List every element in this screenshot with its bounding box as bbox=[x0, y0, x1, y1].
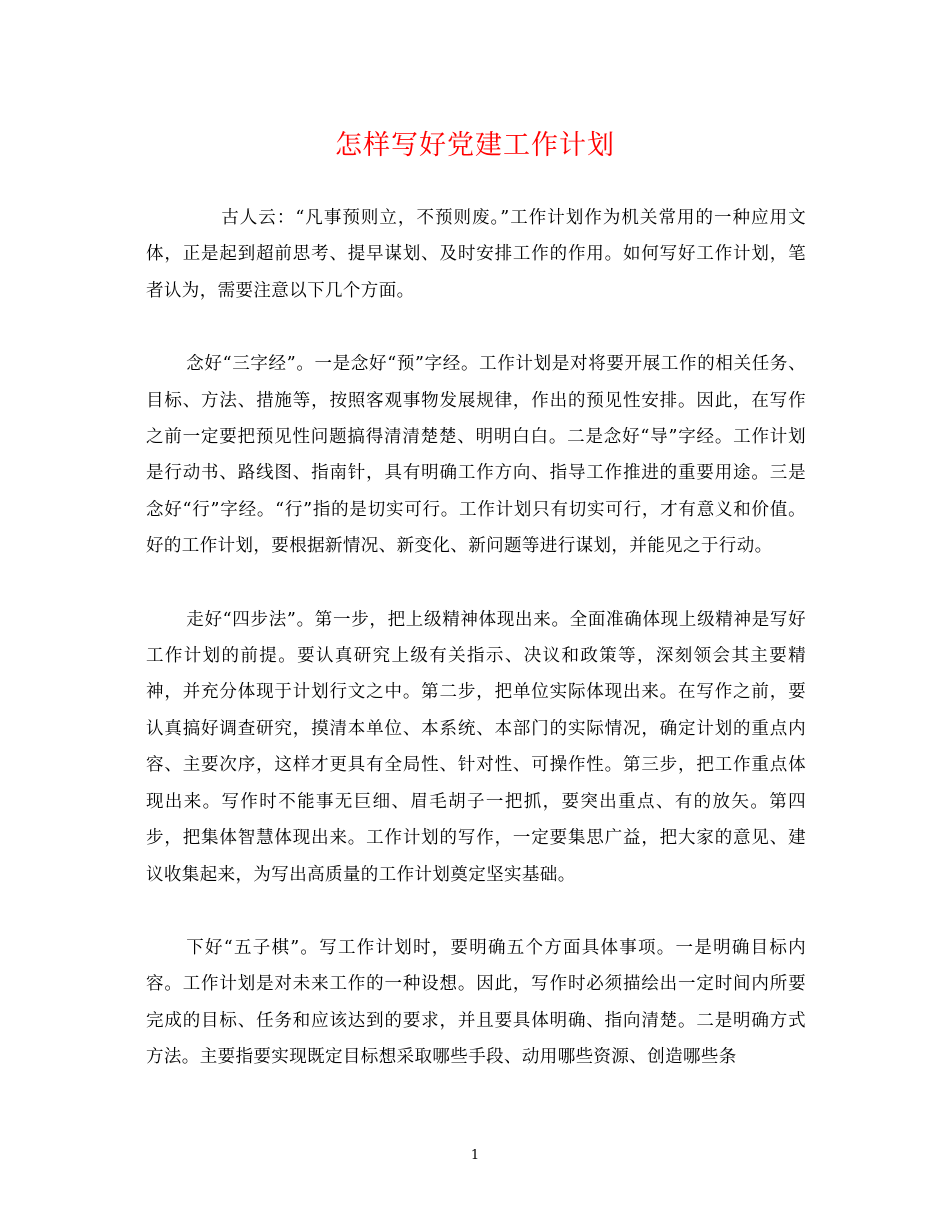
paragraph-four-step-method: 走好“四步法”。第一步，把上级精神体现出来。全面准确体现上级精神是写好工作计划的前提。要认真研究上级有关指示、决议和政策等，深刻领会其主要精神，并充分体现于计划行文之中。第二步，把单位实际体现出来。在写作之前，要认真搞好调查研究，摸清本单位、本系统、本部门的实际情况，确定计划的重点内容、主要次序，这样才更具有全局性、针对性、可操作性。第三步，把工作重点体现出来。写作时不能事无巨细、眉毛胡子一把抓，要突出重点、有的放矢。第四步，把集体智慧体现出来。工作计划的写作，一定要集思广益，把大家的意见、建议收集起来，为写出高质量的工作计划奠定坚实基础。 bbox=[146, 609, 806, 885]
paragraph-three-character-classic: 念好“三字经”。一是念好“预”字经。工作计划是对将要开展工作的相关任务、目标、方法、措施等，按照客观事物发展规律，作出的预见性安排。因此，在写作之前一定要把预见性问题搞得清清楚楚、明明白白。二是念好“导”字经。工作计划是行动书、路线图、指南针，具有明确工作方向、指导工作推进的重要用途。三是念好“行”字经。“行”指的是切实可行。工作计划只有切实可行，才有意义和价值。好的工作计划，要根据新情况、新变化、新问题等进行谋划，并能见之于行动。 bbox=[146, 354, 806, 557]
paragraph-intro: 古人云：“凡事预则立，不预则废。”工作计划作为机关常用的一种应用文体，正是起到超前思考、提早谋划、及时安排工作的作用。如何写好工作计划，笔者认为，需要注意以下几个方面。 bbox=[146, 208, 806, 301]
document-title: 怎样写好党建工作计划 bbox=[335, 130, 615, 161]
paragraph-gomoku: 下好“五子棋”。写工作计划时，要明确五个方面具体事项。一是明确目标内容。工作计划是对未来工作的一种设想。因此，写作时必须描绘出一定时间内所要完成的目标、任务和应该达到的要求，并且要具体明确、指向清楚。二是明确方式方法。主要指要实现既定目标想采取哪些手段、动用哪些资源、创造哪些条 bbox=[146, 937, 806, 1068]
document-body bbox=[146, 200, 806, 1076]
page-number: 1 bbox=[470, 1148, 480, 1163]
